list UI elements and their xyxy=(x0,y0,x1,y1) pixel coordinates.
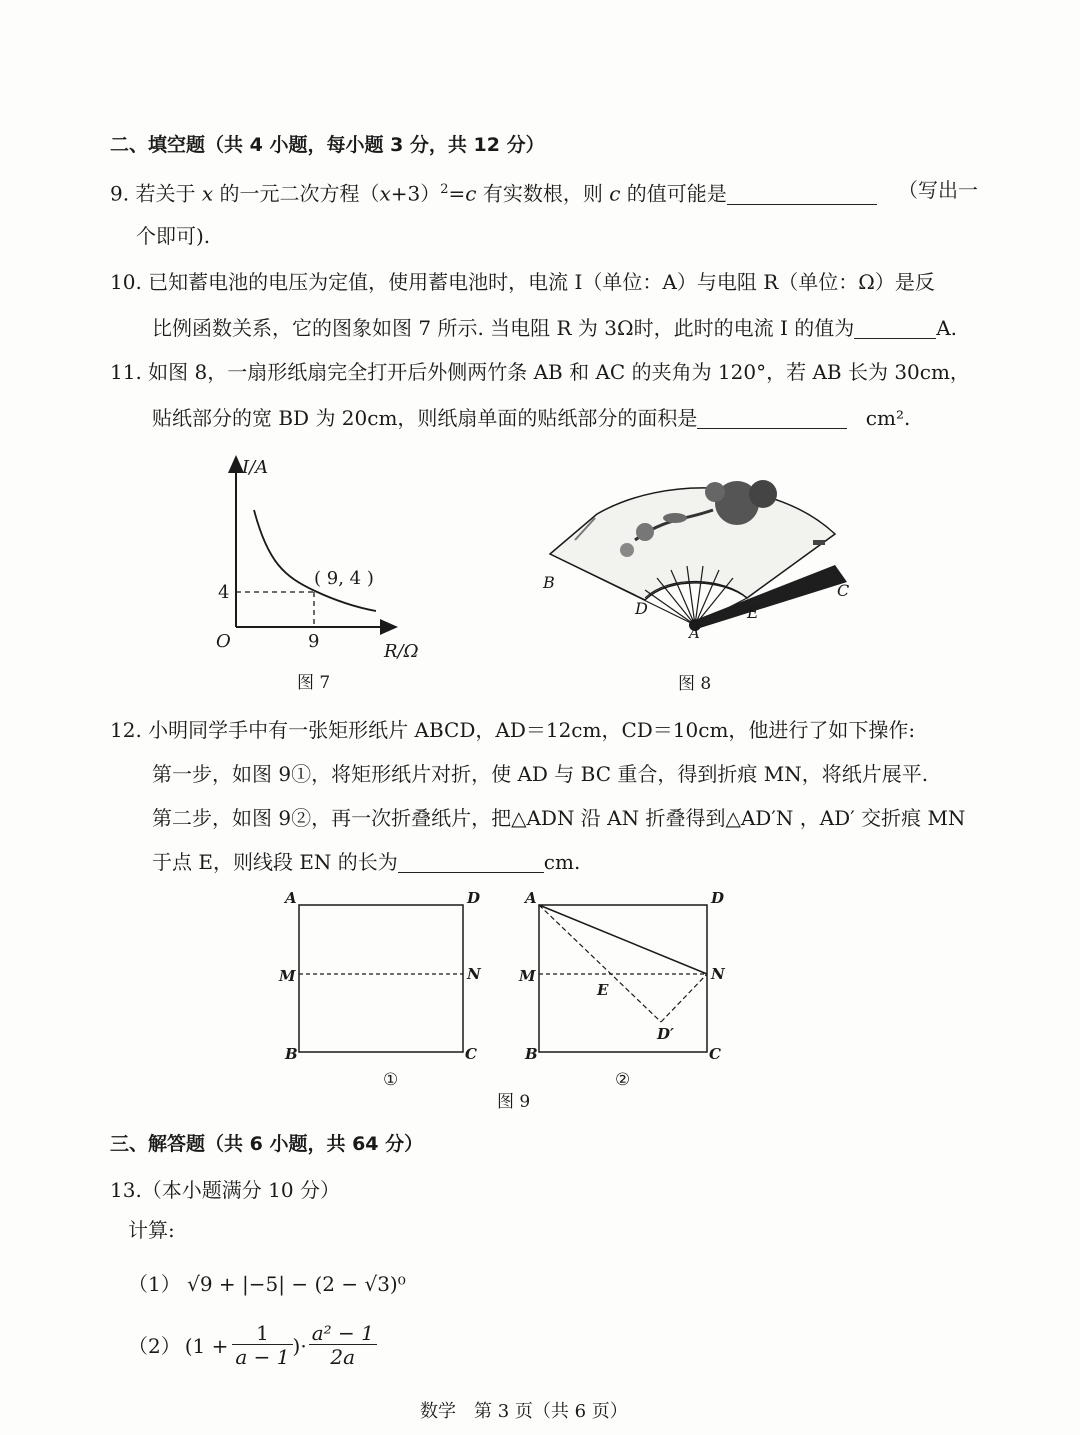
q9-text-e: 有实数根，则 xyxy=(476,181,610,206)
q10-unit: A. xyxy=(936,316,958,340)
label-d: D xyxy=(635,599,648,618)
q10-text-2: 比例函数关系，它的图象如图 7 所示. 当电阻 R 为 3Ω时，此时的电流 I 的值为 xyxy=(152,316,855,340)
question-9-line-1 xyxy=(110,176,877,208)
figure-9-caption: 图 9 xyxy=(497,1092,531,1112)
question-12-line-2: 第一步，如图 9①，将矩形纸片对折，使 AD 与 BC 重合，得到折痕 MN，将纸片展平. xyxy=(152,762,929,786)
q9-text-d: = xyxy=(448,181,466,206)
q12-text-4: 于点 E，则线段 EN 的长为 xyxy=(152,850,398,874)
label-b: B xyxy=(543,573,555,592)
label-m-1: M xyxy=(279,967,296,985)
q9-text-f: 的值可能是 xyxy=(620,181,727,206)
figure-9-1 xyxy=(275,885,490,1090)
question-12-line-4 xyxy=(152,848,580,876)
label-e: E xyxy=(747,603,759,622)
q9-var-c2: c xyxy=(609,181,621,206)
q10-answer-blank[interactable] xyxy=(854,316,936,339)
q9-var-c: c xyxy=(465,181,477,206)
rect-abcd-2 xyxy=(539,905,707,1052)
question-10-line-2 xyxy=(152,314,957,342)
q9-number: 9. xyxy=(110,181,130,206)
section-title-solve: 三、解答题（共 6 小题，共 64 分） xyxy=(110,1133,424,1155)
point-label: ( 9, 4 ) xyxy=(314,568,374,589)
figure-9-2 xyxy=(515,885,735,1090)
y-axis-label: I/A xyxy=(242,457,269,478)
question-9-line-2: 个即可). xyxy=(136,224,211,248)
page-footer: 数学 第 3 页（共 6 页） xyxy=(420,1401,628,1422)
q13-p1-label: （1） xyxy=(128,1272,181,1296)
label-b-1: B xyxy=(285,1045,298,1063)
q13-p2-label: （2） xyxy=(128,1333,181,1358)
section-title-fill-blank: 二、填空题（共 4 小题，每小题 3 分，共 12 分） xyxy=(110,134,545,156)
q13-p2-num2: a² − 1 xyxy=(309,1322,377,1345)
rect-abcd-1 xyxy=(299,905,463,1052)
q11-unit: cm². xyxy=(865,406,911,430)
y-tick-4: 4 xyxy=(218,582,230,603)
q13-calc-label: 计算: xyxy=(128,1218,175,1242)
label-a: A xyxy=(689,624,700,642)
q11-number: 11. xyxy=(110,360,142,384)
q9-var-x: x xyxy=(201,181,214,206)
q9-text-a: 若关于 xyxy=(135,181,202,206)
label-c-2: C xyxy=(709,1045,721,1063)
x-tick-9: 9 xyxy=(308,631,320,652)
q10-text-1: 已知蓄电池的电压为定值，使用蓄电池时，电流 I（单位：A）与电阻 R（单位：Ω）是反 xyxy=(148,270,935,294)
q11-text-1: 如图 8，一扇形纸扇完全打开后外侧两竹条 AB 和 AC 的夹角为 120°，若 AB 长为 30cm， xyxy=(148,360,970,384)
q9-expr: x xyxy=(379,181,391,206)
q13-p2-den1: a − 1 xyxy=(235,1345,290,1369)
question-12-line-1 xyxy=(110,716,915,744)
q9-text-c: +3） xyxy=(390,181,441,206)
question-13-header: 13.（本小题满分 10 分） xyxy=(110,1178,340,1202)
sub-label-2: ② xyxy=(615,1070,631,1090)
q13-p2-close: )· xyxy=(292,1333,307,1358)
label-m-2: M xyxy=(519,967,536,985)
q13-part-2 xyxy=(128,1322,377,1369)
question-11-line-1 xyxy=(110,358,970,386)
q9-text-b: 的一元二次方程（ xyxy=(213,181,380,206)
q13-p2-fraction-2 xyxy=(309,1322,377,1369)
line-d-prime-n xyxy=(661,974,707,1022)
figure-7-caption: 图 7 xyxy=(297,673,331,693)
q9-exponent: 2 xyxy=(440,182,449,197)
q9-answer-blank[interactable] xyxy=(727,182,877,205)
origin-label: O xyxy=(216,631,231,652)
label-e-2: E xyxy=(597,981,609,999)
q12-text-1: 小明同学手中有一张矩形纸片 ABCD，AD＝12cm，CD＝10cm，他进行了如下操作: xyxy=(148,718,916,742)
x-axis-label: R/Ω xyxy=(384,641,419,662)
q12-unit: cm. xyxy=(543,850,581,874)
q13-p2-fraction-1 xyxy=(232,1322,292,1369)
figure-7-graph xyxy=(200,445,420,670)
q9-tail: （写出一 xyxy=(898,178,978,202)
q13-p1-expression: √9 + |−5| − (2 − √3)⁰ xyxy=(187,1272,406,1296)
question-10-line-1 xyxy=(110,268,935,296)
q12-answer-blank[interactable] xyxy=(398,850,544,873)
question-11-line-2 xyxy=(152,404,910,432)
sub-label-1: ① xyxy=(383,1070,399,1090)
label-d-2: D xyxy=(711,889,725,907)
q13-p2-den2: 2a xyxy=(330,1345,356,1369)
figure-8-caption: 图 8 xyxy=(678,674,712,694)
question-12-line-3: 第二步，如图 9②，再一次折叠纸片，把△ADN 沿 AN 折叠得到△AD′N ，AD′ 交折痕 MN xyxy=(152,806,966,830)
label-b-2: B xyxy=(525,1045,538,1063)
inverse-curve xyxy=(254,510,376,611)
label-a-2: A xyxy=(525,889,537,907)
label-n-1: N xyxy=(467,965,481,983)
q11-answer-blank[interactable] xyxy=(697,406,847,429)
label-d-prime: D′ xyxy=(657,1025,674,1043)
label-a-1: A xyxy=(285,889,297,907)
q11-text-2: 贴纸部分的宽 BD 为 20cm，则纸扇单面的贴纸部分的面积是 xyxy=(152,406,698,430)
label-c-1: C xyxy=(465,1045,477,1063)
q13-p2-num1: 1 xyxy=(232,1322,292,1345)
label-d-1: D xyxy=(467,889,481,907)
figure-8-fan xyxy=(535,470,865,645)
line-ad-prime xyxy=(539,905,661,1022)
label-n-2: N xyxy=(711,965,725,983)
line-an xyxy=(539,905,707,974)
q10-number: 10. xyxy=(110,270,142,294)
q13-part-1 xyxy=(128,1270,406,1298)
q13-p2-open: (1 + xyxy=(184,1333,229,1358)
label-c: C xyxy=(837,581,850,600)
q12-number: 12. xyxy=(110,718,142,742)
